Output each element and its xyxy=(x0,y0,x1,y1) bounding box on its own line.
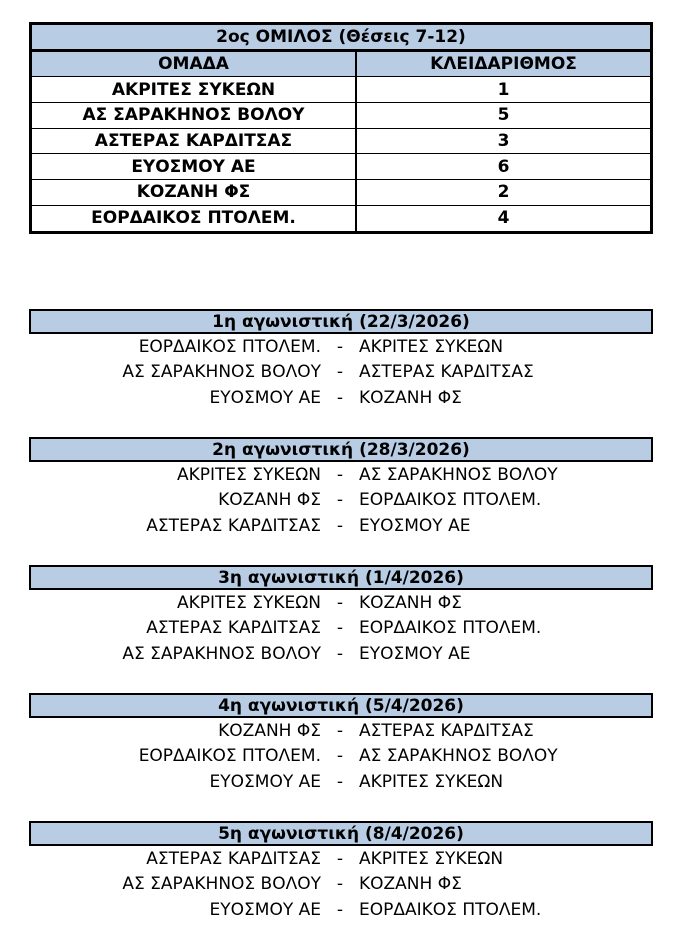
match-separator: - xyxy=(336,362,344,383)
away-team: ΕΟΡΔΑΙΚΟΣ ΠΤΟΛΕΜ. xyxy=(359,490,542,511)
team-name: ΑΣΤΕΡΑΣ ΚΑΡΔΙΤΣΑΣ xyxy=(32,129,357,154)
home-team: ΚΟΖΑΝΗ ΦΣ xyxy=(218,490,321,511)
group-table xyxy=(29,22,653,234)
round-title: 1η αγωνιστική (22/3/2026) xyxy=(29,309,653,334)
team-name: ΑΣ ΣΑΡΑΚΗΝΟΣ ΒΟΛΟΥ xyxy=(32,103,357,128)
round-title: 2η αγωνιστική (28/3/2026) xyxy=(29,437,653,462)
home-team: ΑΣΤΕΡΑΣ ΚΑΡΔΙΤΣΑΣ xyxy=(146,848,321,869)
match-separator: - xyxy=(336,592,344,613)
table-row xyxy=(32,76,650,102)
away-team: ΑΚΡΙΤΕΣ ΣΥΚΕΩΝ xyxy=(359,336,504,357)
table-row xyxy=(32,179,650,205)
match-row xyxy=(29,360,653,386)
away-team: ΚΟΖΑΝΗ ΦΣ xyxy=(359,387,462,408)
match-row xyxy=(29,488,653,514)
match-row xyxy=(29,616,653,642)
match-separator: - xyxy=(336,643,344,664)
match-separator: - xyxy=(336,771,344,792)
match-separator: - xyxy=(336,874,344,895)
away-team: ΕΟΡΔΑΙΚΟΣ ΠΤΟΛΕΜ. xyxy=(359,899,542,920)
team-name: ΕΟΡΔΑΙΚΟΣ ΠΤΟΛΕΜ. xyxy=(32,206,357,231)
match-separator: - xyxy=(336,387,344,408)
table-row xyxy=(32,102,650,128)
match-separator: - xyxy=(336,490,344,511)
round-title: 3η αγωνιστική (1/4/2026) xyxy=(29,565,653,590)
match-row xyxy=(29,385,653,411)
away-team: ΑΚΡΙΤΕΣ ΣΥΚΕΩΝ xyxy=(359,848,504,869)
away-team: ΕΟΡΔΑΙΚΟΣ ΠΤΟΛΕΜ. xyxy=(359,618,542,639)
home-team: ΑΣΤΕΡΑΣ ΚΑΡΔΙΤΣΑΣ xyxy=(146,515,321,536)
team-key: 2 xyxy=(497,182,510,203)
round-5 xyxy=(29,821,653,923)
match-separator: - xyxy=(336,746,344,767)
match-row xyxy=(29,334,653,360)
table-row xyxy=(32,153,650,179)
round-2 xyxy=(29,437,653,539)
away-team: ΑΣ ΣΑΡΑΚΗΝΟΣ ΒΟΛΟΥ xyxy=(359,464,558,485)
away-team: ΑΣΤΕΡΑΣ ΚΑΡΔΙΤΣΑΣ xyxy=(359,362,534,383)
team-key: 5 xyxy=(497,105,510,126)
team-name: ΕΥΟΣΜΟΥ ΑΕ xyxy=(32,154,357,179)
away-team: ΑΣ ΣΑΡΑΚΗΝΟΣ ΒΟΛΟΥ xyxy=(359,746,558,767)
match-separator: - xyxy=(336,515,344,536)
away-team: ΚΟΖΑΝΗ ΦΣ xyxy=(359,592,462,613)
home-team: ΑΣ ΣΑΡΑΚΗΝΟΣ ΒΟΛΟΥ xyxy=(122,362,321,383)
home-team: ΕΥΟΣΜΟΥ ΑΕ xyxy=(209,899,321,920)
away-team: ΚΟΖΑΝΗ ΦΣ xyxy=(359,874,462,895)
round-title: 4η αγωνιστική (5/4/2026) xyxy=(29,693,653,718)
match-row xyxy=(29,897,653,923)
match-separator: - xyxy=(336,848,344,869)
match-row xyxy=(29,872,653,898)
match-row xyxy=(29,462,653,488)
table-row xyxy=(32,128,650,154)
team-column-header: ΟΜΑΔΑ xyxy=(32,52,357,77)
match-separator: - xyxy=(336,899,344,920)
team-name: ΑΚΡΙΤΕΣ ΣΥΚΕΩΝ xyxy=(32,77,357,102)
team-key: 4 xyxy=(497,208,510,229)
home-team: ΕΟΡΔΑΙΚΟΣ ΠΤΟΛΕΜ. xyxy=(138,746,321,767)
group-title: 2ος ΟΜΙΛΟΣ (Θέσεις 7-12) xyxy=(32,25,650,51)
match-row xyxy=(29,590,653,616)
away-team: ΕΥΟΣΜΟΥ ΑΕ xyxy=(359,515,471,536)
team-name: ΚΟΖΑΝΗ ΦΣ xyxy=(32,180,357,205)
round-title: 5η αγωνιστική (8/4/2026) xyxy=(29,821,653,846)
key-column-header: ΚΛΕΙΔΑΡΙΘΜΟΣ xyxy=(430,54,577,75)
away-team: ΕΥΟΣΜΟΥ ΑΕ xyxy=(359,643,471,664)
home-team: ΑΣ ΣΑΡΑΚΗΝΟΣ ΒΟΛΟΥ xyxy=(122,643,321,664)
home-team: ΕΥΟΣΜΟΥ ΑΕ xyxy=(209,387,321,408)
home-team: ΑΚΡΙΤΕΣ ΣΥΚΕΩΝ xyxy=(176,464,321,485)
table-header xyxy=(32,51,650,77)
round-1 xyxy=(29,309,653,411)
home-team: ΕΟΡΔΑΙΚΟΣ ΠΤΟΛΕΜ. xyxy=(138,336,321,357)
away-team: ΑΚΡΙΤΕΣ ΣΥΚΕΩΝ xyxy=(359,771,504,792)
match-row xyxy=(29,744,653,770)
team-key: 1 xyxy=(497,79,510,100)
match-separator: - xyxy=(336,464,344,485)
round-3 xyxy=(29,565,653,667)
table-row xyxy=(32,205,650,231)
home-team: ΑΚΡΙΤΕΣ ΣΥΚΕΩΝ xyxy=(176,592,321,613)
team-key: 3 xyxy=(497,131,510,152)
match-row xyxy=(29,718,653,744)
match-row xyxy=(29,513,653,539)
home-team: ΑΣΤΕΡΑΣ ΚΑΡΔΙΤΣΑΣ xyxy=(146,618,321,639)
match-row xyxy=(29,846,653,872)
round-4 xyxy=(29,693,653,795)
match-row xyxy=(29,769,653,795)
away-team: ΑΣΤΕΡΑΣ ΚΑΡΔΙΤΣΑΣ xyxy=(359,720,534,741)
home-team: ΑΣ ΣΑΡΑΚΗΝΟΣ ΒΟΛΟΥ xyxy=(122,874,321,895)
match-row xyxy=(29,641,653,667)
team-key: 6 xyxy=(497,156,510,177)
home-team: ΕΥΟΣΜΟΥ ΑΕ xyxy=(209,771,321,792)
match-separator: - xyxy=(336,618,344,639)
home-team: ΚΟΖΑΝΗ ΦΣ xyxy=(218,720,321,741)
match-separator: - xyxy=(336,336,344,357)
match-separator: - xyxy=(336,720,344,741)
